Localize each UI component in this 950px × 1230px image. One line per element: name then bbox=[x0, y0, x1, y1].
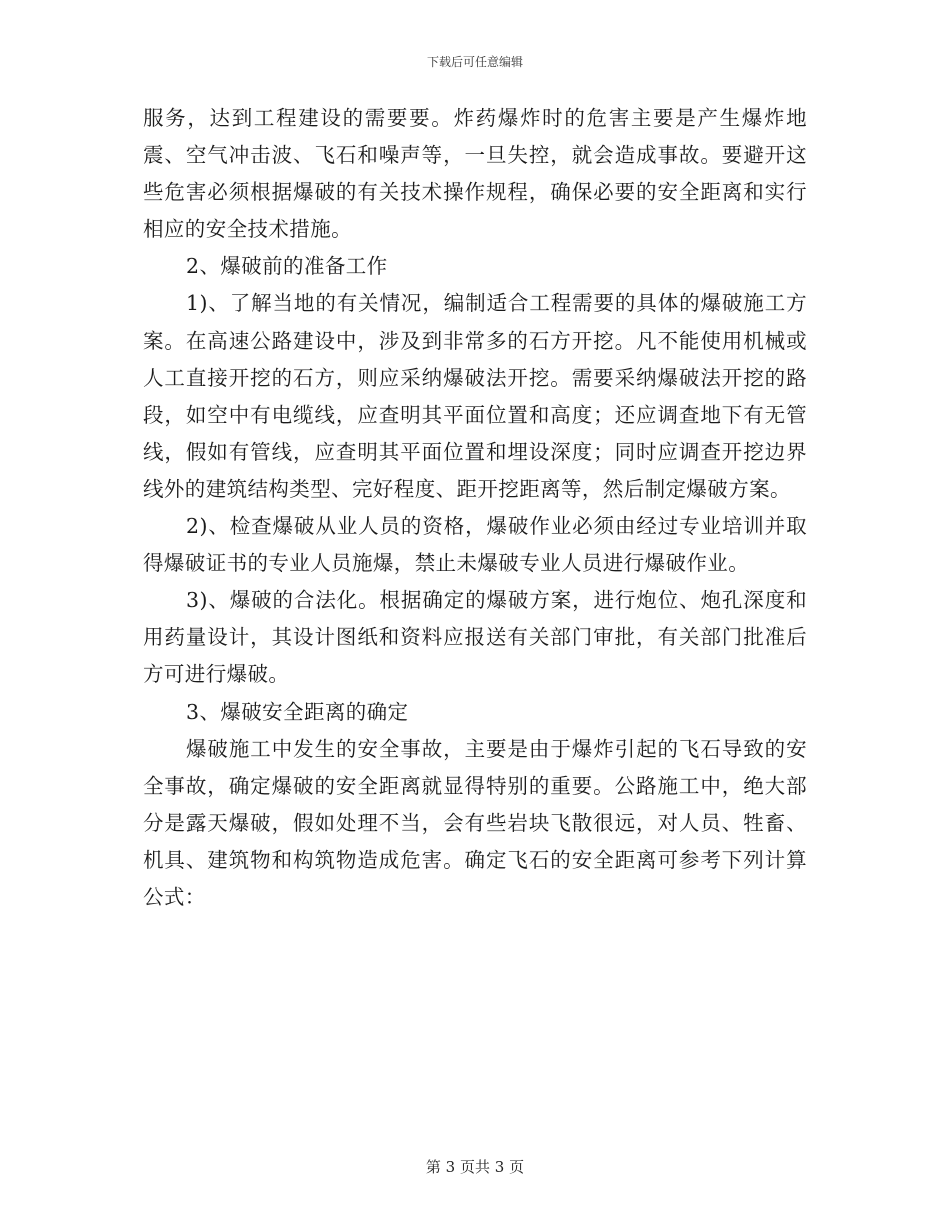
paragraph-item-3: 3)、爆破的合法化。根据确定的爆破方案，进行炮位、炮孔深度和用药量设计，其设计图纸和资料应报送有关部门审批，有关部门批准后方可进行爆破。 bbox=[143, 588, 807, 687]
section-heading-preparation: 2、爆破前的准备工作 bbox=[186, 254, 388, 279]
paragraph-item-2: 2)、检查爆破从业人员的资格，爆破作业必须由经过专业培训并取得爆破证书的专业人员施爆，禁止未爆破专业人员进行爆破作业。 bbox=[143, 514, 807, 576]
paragraph-item-1: 1)、了解当地的有关情况，编制适合工程需要的具体的爆破施工方案。在高速公路建设中，涉及到非常多的石方开挖。凡不能使用机械或人工直接开挖的石方，则应采纳爆破法开挖。需要采纳爆破法开挖的路段，如空中有电缆线，应查明其平面位置和高度；还应调查地下有无管线，假如有管线，应查明其平面位置和埋设深度；同时应调查开挖边界线外的建筑结构类型、完好程度、距开挖距离等，然后制定爆破方案。 bbox=[143, 291, 807, 501]
page-footer-number: 第 3 页共 3 页 bbox=[425, 1158, 525, 1176]
paragraph-safety-distance: 爆破施工中发生的安全事故，主要是由于爆炸引起的飞石导致的安全事故，确定爆破的安全距离就显得特别的重要。公路施工中，绝大部分是露天爆破，假如处理不当，会有些岩块飞散很远，对人员、牲畜、机具、建筑物和构筑物造成危害。确定飞石的安全距离可参考下列计算公式： bbox=[143, 736, 807, 909]
paragraph-intro-continuation: 服务，达到工程建设的需要要。炸药爆炸时的危害主要是产生爆炸地震、空气冲击波、飞石和噪声等，一旦失控，就会造成事故。要避开这些危害必须根据爆破的有关技术操作规程，确保必要的安全距离和实行相应的安全技术措施。 bbox=[143, 106, 807, 242]
document-body bbox=[143, 100, 807, 916]
section-heading-safety-distance: 3、爆破安全距离的确定 bbox=[186, 699, 409, 724]
page-header-note: 下载后可任意编辑 bbox=[426, 55, 523, 69]
